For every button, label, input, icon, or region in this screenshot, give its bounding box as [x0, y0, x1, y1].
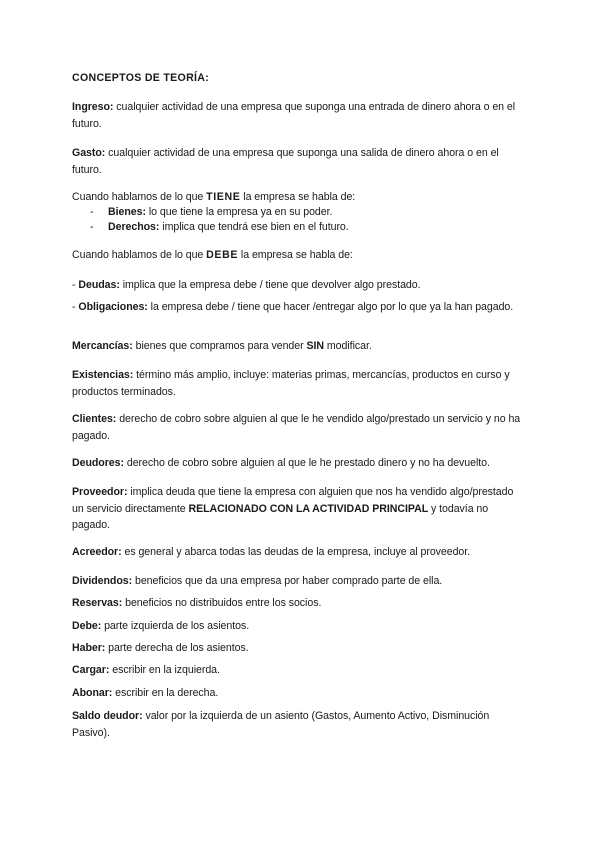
- keyword-relacionado: RELACIONADO CON LA ACTIVIDAD PRINCIPAL: [188, 502, 429, 515]
- text-deudores: derecho de cobro sobre alguien al que le he prestado dinero y no ha devuelto.: [123, 457, 490, 469]
- text-clientes: derecho de cobro sobre alguien al que le he vendido algo/prestado un servicio y no ha pagado.: [72, 413, 521, 442]
- term-haber: Haber:: [72, 642, 106, 654]
- definition-haber: [72, 640, 527, 657]
- text-abonar: escribir en la derecha.: [112, 687, 219, 699]
- bullet-dash: -: [90, 221, 94, 233]
- text-acreedor: es general y abarca todas las deudas de la empresa, incluye al proveedor.: [121, 546, 471, 558]
- text-proveedor-before: implica deuda que tiene la empresa con alguien que nos ha vendido algo/prestado un servicio directamente: [72, 486, 514, 515]
- definition-acreedor: [72, 544, 527, 561]
- term-derechos: Derechos:: [108, 221, 160, 233]
- debe-intro-before: Cuando hablamos de lo que: [72, 249, 207, 261]
- definition-mercancias: [72, 338, 527, 355]
- definition-clientes: [72, 411, 527, 444]
- list-item-bienes: [90, 205, 332, 220]
- definition-dividendos: [72, 573, 527, 590]
- tiene-intro-after: la empresa se habla de:: [240, 191, 356, 203]
- term-abonar: Abonar:: [72, 687, 113, 699]
- definition-deudas: [72, 277, 527, 294]
- prefix-deudas: -: [72, 279, 79, 291]
- debe-intro: [72, 247, 527, 264]
- term-proveedor: Proveedor:: [72, 486, 128, 498]
- definition-debe: [72, 618, 527, 635]
- text-cargar: escribir en la izquierda.: [109, 664, 220, 676]
- text-existencias: término más amplio, incluye: materias primas, mercancías, productos en curso y productos terminados.: [72, 369, 510, 398]
- definition-proveedor: [72, 484, 527, 534]
- definition-existencias: [72, 367, 527, 400]
- definition-deudores: [72, 455, 527, 472]
- term-deudores: Deudores:: [72, 457, 124, 469]
- term-dividendos: Dividendos:: [72, 575, 133, 587]
- definition-cargar: [72, 662, 527, 679]
- debe-intro-after: la empresa se habla de:: [238, 249, 353, 261]
- definition-saldo-deudor: [72, 708, 527, 741]
- term-gasto: Gasto:: [72, 147, 106, 159]
- text-mercancias-before: bienes que compramos para vender: [132, 340, 307, 352]
- definition-abonar: [72, 685, 527, 702]
- term-deudas: Deudas:: [78, 279, 120, 291]
- definition-obligaciones: [72, 299, 527, 316]
- tiene-intro: [72, 189, 527, 206]
- term-existencias: Existencias:: [72, 369, 134, 381]
- text-mercancias-after: modificar.: [324, 340, 372, 352]
- text-dividendos: beneficios que da una empresa por haber comprado parte de ella.: [132, 575, 443, 587]
- text-ingreso: cualquier actividad de una empresa que suponga una entrada de dinero ahora o en el futuro.: [72, 101, 516, 130]
- term-debe: Debe:: [72, 620, 102, 632]
- definition-ingreso: [72, 99, 527, 132]
- bullet-dash: -: [90, 206, 94, 218]
- text-derechos: implica que tendrá ese bien en el futuro.: [159, 221, 349, 233]
- debe-keyword: DEBE: [206, 249, 239, 261]
- page-title: CONCEPTOS DE TEORÍA:: [72, 72, 210, 84]
- list-item-derechos: [90, 220, 349, 235]
- text-deudas: implica que la empresa debe / tiene que devolver algo prestado.: [119, 279, 421, 291]
- text-proveedor-after: y todavía no pagado.: [72, 502, 489, 531]
- keyword-sin: SIN: [306, 340, 325, 352]
- tiene-intro-before: Cuando hablamos de lo que: [72, 191, 207, 203]
- text-saldo-deudor: valor por la izquierda de un asiento (Gastos, Aumento Activo, Disminución Pasivo).: [72, 710, 490, 739]
- text-debe: parte izquierda de los asientos.: [101, 620, 250, 632]
- definition-gasto: [72, 145, 527, 178]
- text-haber: parte derecha de los asientos.: [105, 642, 249, 654]
- text-bienes: lo que tiene la empresa ya en su poder.: [145, 206, 333, 218]
- term-obligaciones: Obligaciones:: [78, 301, 148, 313]
- prefix-obligaciones: -: [72, 301, 79, 313]
- term-clientes: Clientes:: [72, 413, 117, 425]
- term-bienes: Bienes:: [108, 206, 146, 218]
- tiene-keyword: TIENE: [206, 191, 241, 203]
- text-reservas: beneficios no distribuidos entre los socios.: [122, 597, 322, 609]
- text-obligaciones: la empresa debe / tiene que hacer /entregar algo por lo que ya la han pagado.: [147, 301, 514, 313]
- term-cargar: Cargar:: [72, 664, 110, 676]
- definition-reservas: [72, 595, 527, 612]
- term-reservas: Reservas:: [72, 597, 123, 609]
- term-ingreso: Ingreso:: [72, 101, 114, 113]
- text-gasto: cualquier actividad de una empresa que suponga una salida de dinero ahora o en el futuro.: [72, 147, 499, 176]
- term-saldo-deudor: Saldo deudor:: [72, 710, 143, 722]
- term-mercancias: Mercancías:: [72, 340, 133, 352]
- term-acreedor: Acreedor:: [72, 546, 122, 558]
